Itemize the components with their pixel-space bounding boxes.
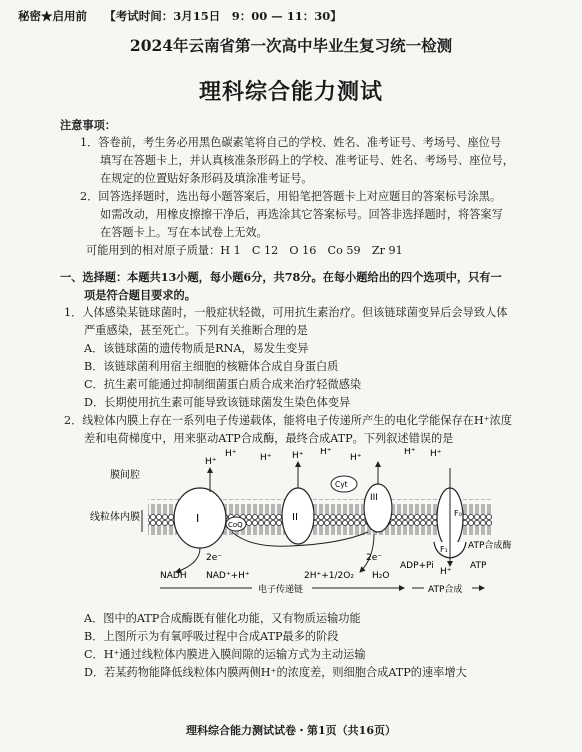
f0-label: F₀: [454, 509, 462, 518]
q2-option-a: A．图中的ATP合成酶既有催化功能，又有物质运输功能: [84, 612, 361, 625]
q1-option-c: C．抗生素可能通过抑制细菌蛋白质合成来治疗轻微感染: [84, 378, 362, 391]
note-1-line-3: 在规定的位置贴好条形码及填涂准考证号。: [100, 172, 313, 185]
oxygen-label: 2H⁺+1/2O₂: [304, 571, 354, 581]
q2-stem-line-1: 2．线粒体内膜上存在一系列电子传递载体，能将电子传递所产生的电化学能保存在H⁺浓度: [64, 414, 512, 427]
complex-i-label: I: [196, 512, 200, 525]
h-plus-9: H⁺: [440, 567, 452, 577]
q1-stem-line-2: 严重感染，甚至死亡。下列有关推断合理的是: [84, 324, 308, 337]
adp-label: ADP+Pi: [400, 561, 434, 571]
note-2-line-1: 2．回答选择题时，选出每小题答案后，用铅笔把答题卡上对应题目的答案标号涂黑。: [80, 190, 502, 203]
note-1-line-1: 1．答卷前，考生务必用黑色碳素笔将自己的学校、姓名、准考证号、考场号、座位号: [80, 136, 502, 149]
complex-ii-label: II: [292, 512, 298, 523]
inner-membrane-label: 线粒体内膜: [90, 512, 140, 523]
electron-chain-label: 电子传递链: [258, 585, 304, 595]
intermembrane-space-label: 膜间腔: [110, 470, 140, 481]
note-1-line-2: 填写在答题卡上，并认真核准条形码上的学校、准考证号、姓名、考场号、座位号，: [100, 154, 514, 167]
note-2-line-3: 在答题卡上。写在本试卷上无效。: [100, 226, 268, 239]
h-plus-2: H⁺: [225, 449, 237, 459]
h-plus-4: H⁺: [292, 451, 304, 461]
electron-label-1: 2e⁻: [206, 553, 223, 563]
nadh-label: NADH: [160, 571, 187, 581]
confidential-header: 秘密★启用前 【考试时间：3月15日 9：00 — 11：30】: [18, 9, 342, 23]
h-plus-3: H⁺: [260, 453, 272, 463]
h-plus-7: H⁺: [404, 448, 416, 457]
q1-option-b: B．该链球菌利用宿主细胞的核糖体合成自身蛋白质: [84, 360, 339, 373]
f1-label: F₁: [440, 545, 448, 554]
exam-title: 2024年云南省第一次高中毕业生复习统一检测: [129, 36, 453, 55]
atp-label: ATP: [470, 561, 487, 571]
section-heading-line-2: 项是符合题目要求的。: [84, 288, 196, 302]
h-plus-8: H⁺: [430, 449, 442, 459]
q1-option-d: D．长期使用抗生素可能导致该链球菌发生染色体变异: [84, 396, 351, 409]
complex-ii: [282, 488, 314, 544]
atomic-masses: 可能用到的相对原子质量：H 1 C 12 O 16 Co 59 Zr 91: [86, 244, 403, 257]
h-plus-6: H⁺: [350, 453, 362, 463]
complex-i: [174, 488, 226, 548]
complex-iii-label: III: [370, 493, 378, 503]
q2-option-b: B．上图所示为有氧呼吸过程中合成ATP最多的阶段: [84, 630, 339, 643]
page-footer: 理科综合能力测试试卷・第1页（共16页）: [186, 724, 396, 737]
notes-heading: 注意事项：: [60, 118, 116, 132]
q1-stem-line-1: 1．人体感染某链球菌时，一般症状轻微，可用抗生素治疗。但该链球菌变异后会导致人体: [64, 306, 508, 319]
h-plus-5: H⁺: [320, 448, 332, 457]
coq-label: CoQ: [228, 521, 243, 529]
note-2-line-2: 如需改动，用橡皮擦擦干净后，再选涂其它答案标号。回答非选择题时，将答案写: [100, 208, 503, 221]
subject-title: 理科综合能力测试: [198, 79, 383, 105]
q2-option-d: D．若某药物能降低线粒体内膜两侧H⁺的浓度差，则细胞合成ATP的速率增大: [84, 666, 467, 679]
complex-iii: [364, 484, 392, 532]
q1-option-a: A．该链球菌的遗传物质是RNA，易发生变异: [84, 342, 309, 355]
atp-synthesis-label: ATP合成: [428, 585, 463, 595]
electron-label-2: 2e⁻: [366, 553, 383, 563]
h-plus-1: H⁺: [205, 457, 217, 467]
q2-stem-line-2: 差和电荷梯度中，用来驱动ATP合成酶，最终合成ATP。下列叙述错误的是: [84, 432, 454, 445]
q2-option-c: C．H⁺通过线粒体内膜进入膜间隙的运输方式为主动运输: [84, 648, 366, 661]
electron-transport-diagram: [0, 448, 582, 608]
water-label: H₂O: [372, 571, 390, 581]
nad-label: NAD⁺+H⁺: [206, 571, 250, 581]
atp-synthase-label: ATP合成酶: [468, 541, 512, 551]
section-heading-line-1: 一、选择题：本题共13小题，每小题6分，共78分。在每小题给出的四个选项中，只有一: [60, 270, 502, 284]
cyt-label: Cyt: [335, 480, 348, 489]
